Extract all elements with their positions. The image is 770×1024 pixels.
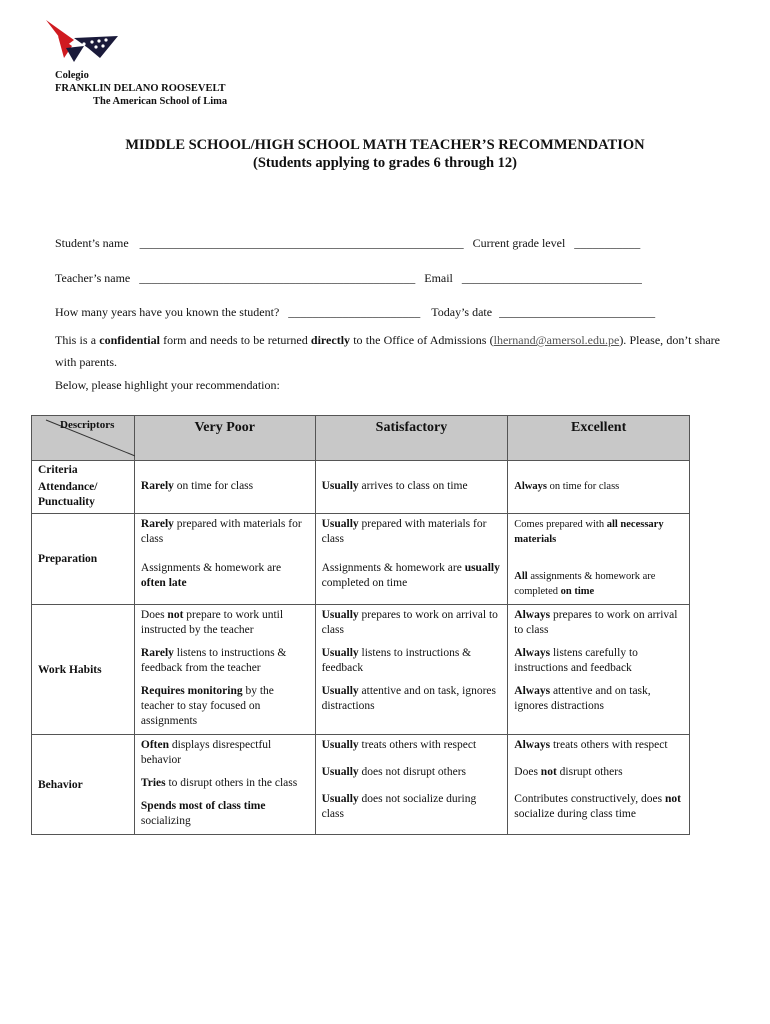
work-habits-satisfactory[interactable] [315, 605, 508, 735]
cell-text: arrives to class on time [358, 479, 468, 492]
school-logo [44, 18, 124, 68]
instr-text-3: to the Office of Admissions ( [350, 333, 494, 347]
bold-text: All [514, 571, 528, 582]
bold-text: usually [464, 562, 500, 574]
confidential-instructions [55, 329, 720, 373]
cell-text: assignments & homework are completed [514, 571, 656, 597]
table-row [32, 514, 690, 605]
bold-text: Always [514, 647, 551, 659]
instr-text-1: This is a [55, 333, 100, 347]
bold-text: Spends most of class time [140, 800, 266, 812]
cell-text: Contributes constructively, does [514, 793, 665, 805]
school-line-3: The American School of Lima [93, 96, 228, 107]
bold-text: Rarely [140, 479, 174, 492]
instr-directly: directly [310, 333, 351, 347]
bold-text: Requires monitoring [140, 685, 243, 697]
criteria-preparation: Preparation [32, 514, 135, 605]
instr-text-2: form and needs to be returned [159, 333, 311, 347]
cell-text: Does [514, 766, 541, 778]
attendance-satisfactory[interactable] [315, 461, 508, 514]
date-label: Today’s date [431, 305, 493, 319]
bold-text: Usually [321, 479, 359, 492]
cell-text: listens to instructions & feedback [321, 647, 472, 674]
work-habits-excellent[interactable] [508, 605, 690, 735]
bold-text: Rarely [140, 518, 174, 530]
title-line-2: (Students applying to grades 6 through 12) [252, 155, 517, 171]
bold-text: Tries [140, 777, 166, 789]
cell-text: prepare to work until instructed by the teacher [140, 609, 284, 636]
cell-text: on time for class [173, 479, 254, 492]
cell-text: attentive and on task, ignores distractions [514, 685, 651, 712]
bold-text: Always [514, 609, 551, 621]
criteria-behavior: Behavior [32, 735, 135, 835]
bold-text: Often [140, 739, 170, 751]
cell-text: treats others with respect [358, 739, 477, 751]
school-line-2: FRANKLIN DELANO ROOSEVELT [55, 83, 226, 94]
grade-level-label: Current grade level [472, 236, 566, 250]
cell-text: Assignments & homework are [321, 562, 465, 574]
form-row-student [55, 236, 640, 251]
flag-logo-icon [44, 18, 124, 68]
grade-level-field[interactable]: ___________ [574, 236, 641, 250]
behavior-excellent[interactable] [508, 735, 690, 835]
cell-text: Comes prepared with [514, 519, 607, 530]
bold-text: Usually [321, 609, 359, 621]
bold-text: Rarely [140, 647, 174, 659]
bold-text: on time [560, 586, 595, 597]
student-name-label: Student’s name [55, 236, 129, 250]
behavior-satisfactory[interactable] [315, 735, 508, 835]
bold-text: Always [514, 685, 551, 697]
table-row [32, 461, 690, 514]
criteria-attendance [32, 461, 135, 514]
cell-text: attentive and on task, ignores distractions [321, 685, 496, 712]
behavior-very-poor[interactable] [134, 735, 315, 835]
cell-text: by the teacher to stay focused on assignments [140, 685, 274, 727]
years-known-label: How many years have you known the student? [55, 305, 280, 319]
recommendation-rubric-table [31, 415, 690, 835]
work-habits-very-poor[interactable] [134, 605, 315, 735]
cell-text: treats others with respect [550, 739, 668, 751]
cell-text: Assignments & homework are [140, 562, 282, 574]
instr-text-4: ). Please, don’t share with parents. [55, 333, 720, 369]
email-field[interactable]: ______________________________ [461, 271, 642, 285]
cell-text: Does [140, 609, 168, 621]
corner-header [32, 416, 135, 461]
date-field[interactable]: __________________________ [499, 305, 656, 319]
cell-text: listens carefully to instructions and feedback [514, 647, 638, 674]
teacher-name-field[interactable]: ______________________________________________ [139, 271, 416, 285]
bold-text: Usually [321, 739, 359, 751]
bold-text: Usually [321, 518, 359, 530]
col-very-poor: Very Poor [134, 416, 315, 461]
cell-text: displays disrespectful behavior [140, 739, 272, 766]
bold-text: not [664, 793, 681, 805]
cell-text: prepares to work on arrival to class [514, 609, 678, 636]
cell-text: disrupt others [556, 766, 623, 778]
preparation-very-poor[interactable] [134, 514, 315, 605]
bold-text: Usually [321, 647, 359, 659]
bold-text: Always [514, 739, 551, 751]
bold-text: Usually [321, 793, 359, 805]
cell-text: prepared with materials for class [321, 518, 487, 545]
bold-text: Usually [321, 685, 359, 697]
cell-text: completed on time [321, 577, 408, 589]
col-excellent: Excellent [508, 416, 690, 461]
table-header-row [32, 416, 690, 461]
page-title [0, 136, 770, 172]
attendance-label: Attendance/ Punctuality [38, 481, 98, 508]
bold-text: not [167, 609, 184, 621]
bold-text: all necessary materials [514, 519, 664, 545]
col-satisfactory: Satisfactory [315, 416, 508, 461]
student-name-field[interactable]: ______________________________________________________ [139, 236, 464, 250]
instr-confidential: confidential [99, 333, 160, 347]
cell-text: listens to instructions & feedback from the teacher [140, 647, 287, 674]
school-line-1: Colegio [55, 70, 89, 81]
cell-text: does not socialize during class [321, 793, 477, 820]
corner-criteria: Criteria [38, 464, 78, 476]
attendance-excellent[interactable] [508, 461, 690, 514]
preparation-satisfactory[interactable] [315, 514, 508, 605]
cell-text: prepared with materials for class [140, 518, 302, 545]
cell-text: on time for class [546, 480, 620, 492]
form-row-teacher [55, 271, 642, 286]
admissions-email-link[interactable]: lhernand@amersol.edu.pe [493, 333, 620, 347]
school-name [55, 69, 227, 108]
email-label: Email [424, 271, 453, 285]
table-row [32, 605, 690, 735]
bold-text: Always [514, 480, 547, 492]
cell-text: socializing [140, 815, 191, 827]
bold-text: not [540, 766, 557, 778]
bold-text: often late [140, 577, 187, 589]
attendance-very-poor[interactable] [134, 461, 315, 514]
corner-descriptors: Descriptors [60, 419, 115, 431]
bold-text: Usually [321, 766, 359, 778]
highlight-instruction: Below, please highlight your recommendation: [55, 378, 280, 392]
cell-text: socialize during class time [514, 808, 636, 820]
cell-text: to disrupt others in the class [165, 777, 298, 789]
teacher-name-label: Teacher’s name [55, 271, 131, 285]
cell-text: does not disrupt others [358, 766, 466, 778]
years-known-field[interactable]: ______________________ [288, 305, 421, 319]
criteria-work-habits: Work Habits [32, 605, 135, 735]
cell-text: prepares to work on arrival to class [321, 609, 498, 636]
title-line-1: MIDDLE SCHOOL/HIGH SCHOOL MATH TEACHER’S RECOMMENDATION [125, 137, 645, 153]
table-row [32, 735, 690, 835]
preparation-excellent[interactable] [508, 514, 690, 605]
form-row-years [55, 305, 655, 320]
